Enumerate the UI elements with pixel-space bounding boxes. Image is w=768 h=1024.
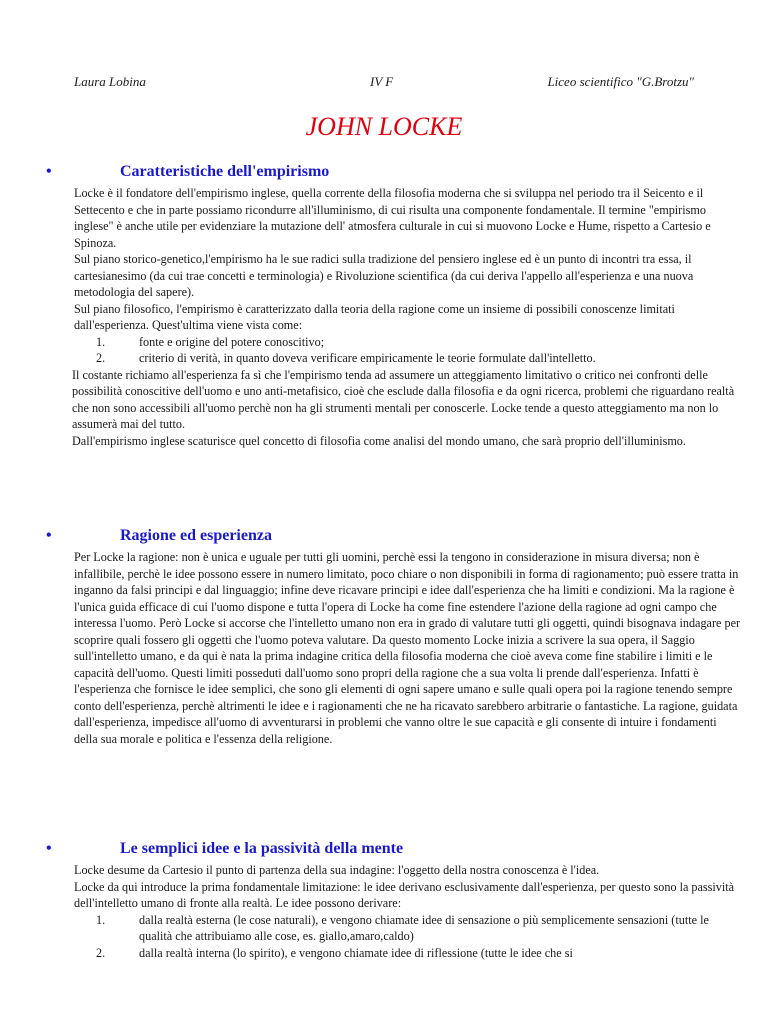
paragraph: Locke da qui introduce la prima fondamentale limitazione: le idee derivano esclusivamente dall'esperienza, per questo sono la passività dell'intelletto umano di fronte alla realtà. Le idee possono derivare:: [74, 879, 735, 910]
section-heading: [46, 840, 706, 862]
paragraph: Per Locke la ragione: non è unica e uguale per tutti gli uomini, perchè essi la tengono in considerazione in misura diversa; non è infallibile, perchè le idee possono essere in numero limitato, poco chiare o non disponibili in forma di ragionamento; può essere tratta in inganno da falsi principi e dal linguaggio; infine deve ricavare principi e idee dall'esperienza che ha limiti e condizioni. Ma la ragione è l'unica guida efficace di cui l'uomo dispone e tutta l'opera di Locke ha come fine estendere l'azione della ragione ad ogni campo che interessa l'uomo. Però Locke si accorse che l'intelletto umano non era in grado di valutare tutti gli oggetti, quindi bisognava indagare per scoprire quali fossero gli oggetti che l'uomo poteva valutare. Da questo momento Locke inizia a scrivere la sua opera, il Saggio sull'intelletto umano, e da qui è nata la prima indagine critica della filosofia moderna che cioè aveva come fine stabilire i limiti e le capacità dell'uomo. Questi limiti posseduti dall'uomo sono propri della ragione che a sua volta li prende dall'esperienza. Infatti è l'esperienza che fornisce le idee semplici, che sono gli elementi di ogni sapere umano e sulle quali opera poi la ragione tenendo sempre conto dell'esperienza, perchè altrimenti le idee e i ragionamenti che ne ha ricavato sarebbero arbitrarie o fantastiche. La ragione, guidata dall'esperienza, impedisce all'uomo di avventurarsi in problemi che vanno oltre le sue capacità e gli consente di intuire i fondamenti della sua morale e politica e l'essenza della religione.: [74, 550, 741, 746]
paragraph: Sul piano storico-genetico,l'empirismo ha le sue radici sulla tradizione del pensiero inglese ed è un punto di incontri tra essa, il cartesianesimo (da cui trae concetti e terminologia) e Rivoluzione scientifica (da cui deriva l'appello all'esperienza e una nuova metodologia del sapere).: [74, 252, 694, 299]
header-school: Liceo scientifico "G.Brotzu": [547, 74, 694, 89]
bullet-icon: •: [46, 840, 52, 857]
list-item-text: criterio di verità, in quanto doveva verificare empiricamente le teorie formulate dall'intelletto.: [139, 351, 596, 365]
document-title: JOHN LOCKE: [305, 112, 463, 141]
list-item: [46, 912, 739, 945]
list-item-text: fonte e origine del potere conoscitivo;: [139, 334, 325, 349]
list-number: 1.: [96, 334, 106, 349]
section-title: Ragione ed esperienza: [120, 527, 272, 544]
section-empirismo: [46, 163, 735, 449]
header-author: Laura Lobina: [74, 74, 146, 89]
section-heading: [46, 527, 706, 549]
bullet-icon: •: [46, 527, 52, 544]
list-item: [46, 334, 739, 351]
list-item-text: dalla realtà interna (lo spirito), e vengono chiamate idee di riflessione (tutte le idee che si: [139, 945, 573, 960]
header-class: IV F: [370, 74, 394, 89]
list-number: 2.: [96, 351, 106, 365]
section-title: Le semplici idee e la passività della mente: [120, 840, 404, 857]
paragraph: Il costante richiamo all'esperienza fa sì che l'empirismo tenda ad assumere un atteggiamento limitativo o critico nei confronti delle possibilità conoscitive dell'uomo e uno anti-metafisico, cioè che esclude dalla filosofia e da ogni ricerca, problemi che riguardano realtà che non sono accessibili all'uomo perchè non ha gli strumenti mentali per conoscerle. Locke tende a questo atteggiamento ma non lo assumerà mai del tutto.: [72, 367, 735, 431]
section-heading: [46, 163, 706, 185]
paragraph: Sul piano filosofico, l'empirismo è caratterizzato dalla teoria della ragione come un insieme di possibili conoscenze limitati dall'esperienza. Quest'ultima viene vista come:: [74, 301, 675, 332]
section-ragione: [46, 527, 741, 747]
numbered-list: [46, 912, 709, 962]
numbered-list: [46, 334, 706, 367]
bullet-icon: •: [46, 163, 52, 180]
list-item: [46, 945, 739, 962]
section-semplici-idee: [46, 840, 735, 961]
list-item-text: dalla realtà esterna (le cose naturali), e vengono chiamate idee di sensazione o più semplicemente sensazioni (tutte le qualità che attribuiamo alle cose, es. giallo,amaro,caldo): [139, 912, 709, 943]
list-number: 2.: [96, 945, 106, 960]
section-title: Caratteristiche dell'empirismo: [120, 163, 330, 180]
paragraph: Locke desume da Cartesio il punto di partenza della sua indagine: l'oggetto della nostra conoscenza è l'idea.: [74, 863, 600, 877]
list-item: [46, 350, 739, 367]
paragraph: Dall'empirismo inglese scaturisce quel concetto di filosofia come analisi del mondo umano, che sarà proprio dell'illuminismo.: [72, 433, 686, 448]
list-number: 1.: [96, 912, 106, 927]
paragraph: Locke è il fondatore dell'empirismo inglese, quella corrente della filosofia moderna che si sviluppa nel periodo tra il Seicento e il Settecento e che in parte possiamo ricondurre all'illuminismo, di cui risulta una componente fondamentale. Il termine "empirismo inglese" è anche utile per evidenziare la mutazione dell' atmosfera culturale in cui si muovono Locke e Hume, rispetto a Cartesio e Spinoza.: [74, 186, 711, 250]
